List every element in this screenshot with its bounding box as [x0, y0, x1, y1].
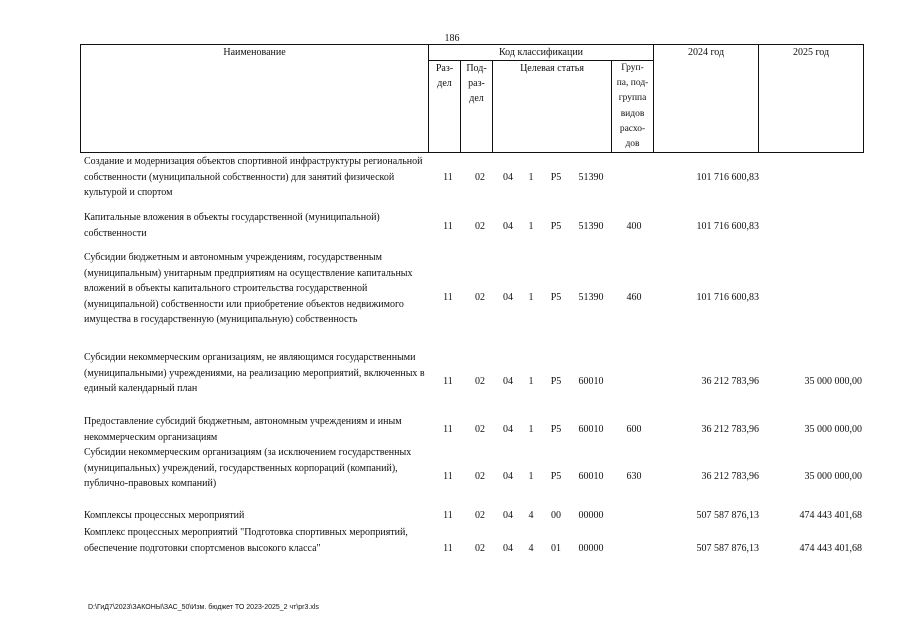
table-row	[0, 210, 904, 241]
cs-direction: 00000	[578, 510, 604, 521]
cs-program: 04	[503, 292, 513, 303]
table-row	[0, 414, 904, 445]
table-header	[80, 44, 864, 153]
cs-type: 4	[528, 543, 534, 554]
table-row	[0, 250, 904, 344]
amount-2024: 101 716 600,83	[696, 221, 759, 232]
cs-direction: 00000	[578, 543, 604, 554]
podrazdel: 02	[475, 424, 485, 435]
cs-type: 1	[528, 424, 534, 435]
row-name: Субсидии бюджетным и автономным учреждениям, государственным (муниципальным) унитарным предприятиям на осуществление капитальных вложений в объекты капитального строительства государственной (муниципальной) собственности или приобретение объектов недвижимого имущества в государственную (муниципальную) собственность	[84, 252, 413, 325]
cs-element: 00	[551, 510, 561, 521]
col-celevaya-header: Целевая статья	[493, 61, 612, 153]
cs-program: 04	[503, 424, 513, 435]
razdel: 11	[443, 172, 453, 183]
cs-type: 1	[528, 172, 534, 183]
razdel: 11	[443, 510, 453, 521]
razdel: 11	[443, 424, 453, 435]
file-path-footer: D:\ГиД7\2023\ЗАКОНЫ\ЗАС_50\Изм. бюджет ТО 2023-2025_2 чт\pr3.xls	[88, 604, 319, 611]
cs-element: 01	[551, 543, 561, 554]
razdel: 11	[443, 471, 453, 482]
cs-type: 1	[528, 471, 534, 482]
amount-2024: 36 212 783,96	[701, 376, 759, 387]
podrazdel: 02	[475, 510, 485, 521]
cs-program: 04	[503, 471, 513, 482]
amount-2024: 507 587 876,13	[696, 543, 759, 554]
row-name: Субсидии некоммерческим организациям, не являющимся государственными (муниципальными) учреждениями, на реализацию мероприятий, включенных в единый календарный план	[84, 352, 425, 394]
amount-2025: 35 000 000,00	[804, 471, 862, 482]
vr-code: 400	[626, 221, 642, 232]
cs-program: 04	[503, 172, 513, 183]
cs-program: 04	[503, 221, 513, 232]
col-code-header: Код классификации	[429, 45, 654, 61]
table-row	[0, 350, 904, 412]
cs-direction: 60010	[578, 424, 604, 435]
col-razdel-header: Раз- дел	[429, 61, 461, 153]
cs-direction: 51390	[578, 172, 604, 183]
vr-code: 600	[626, 424, 642, 435]
amount-2025: 474 443 401,68	[799, 510, 862, 521]
table-row	[0, 508, 904, 524]
page-number: 186	[444, 33, 460, 44]
podrazdel: 02	[475, 221, 485, 232]
col-podrazdel-header: Под- раз- дел	[461, 61, 493, 153]
vr-code: 630	[626, 471, 642, 482]
amount-2025: 35 000 000,00	[804, 376, 862, 387]
cs-element: P5	[550, 471, 562, 482]
podrazdel: 02	[475, 376, 485, 387]
podrazdel: 02	[475, 172, 485, 183]
cs-program: 04	[503, 543, 513, 554]
cs-element: P5	[550, 424, 562, 435]
row-name: Комплекс процессных мероприятий "Подготовка спортивных мероприятий, обеспечение подготовки спортсменов высокого класса"	[84, 527, 408, 554]
cs-type: 4	[528, 510, 534, 521]
cs-program: 04	[503, 376, 513, 387]
row-name: Создание и модернизация объектов спортивной инфраструктуры региональной собственности (муниципальной собственности) для занятий физической культурой и спортом	[84, 156, 423, 198]
razdel: 11	[443, 376, 453, 387]
amount-2024: 101 716 600,83	[696, 292, 759, 303]
cs-program: 04	[503, 510, 513, 521]
row-name: Предоставление субсидий бюджетным, автономным учреждениям и иным некоммерческим организациям	[84, 416, 402, 443]
cs-direction: 60010	[578, 376, 604, 387]
podrazdel: 02	[475, 292, 485, 303]
vr-code: 460	[626, 292, 642, 303]
cs-element: P5	[550, 376, 562, 387]
row-name: Комплексы процессных мероприятий	[84, 510, 245, 521]
col-2025-header: 2025 год	[759, 45, 864, 153]
amount-2024: 36 212 783,96	[701, 471, 759, 482]
col-2024-header: 2024 год	[654, 45, 759, 153]
col-name-header: Наименование	[81, 45, 429, 153]
cs-type: 1	[528, 292, 534, 303]
table-row	[0, 445, 904, 507]
table-row	[0, 154, 904, 201]
amount-2025: 474 443 401,68	[799, 543, 862, 554]
cs-type: 1	[528, 376, 534, 387]
col-vr-header: Груп- па, под- группа видов расхо- дов	[612, 61, 654, 153]
amount-2024: 36 212 783,96	[701, 424, 759, 435]
amount-2025: 35 000 000,00	[804, 424, 862, 435]
cs-direction: 51390	[578, 221, 604, 232]
amount-2024: 101 716 600,83	[696, 172, 759, 183]
podrazdel: 02	[475, 543, 485, 554]
cs-type: 1	[528, 221, 534, 232]
cs-element: P5	[550, 292, 562, 303]
cs-element: P5	[550, 172, 562, 183]
cs-direction: 60010	[578, 471, 604, 482]
table-row	[0, 525, 904, 572]
cs-element: P5	[550, 221, 562, 232]
cs-direction: 51390	[578, 292, 604, 303]
razdel: 11	[443, 543, 453, 554]
amount-2024: 507 587 876,13	[696, 510, 759, 521]
row-name: Капитальные вложения в объекты государственной (муниципальной) собственности	[84, 212, 380, 239]
razdel: 11	[443, 221, 453, 232]
row-name: Субсидии некоммерческим организациям (за исключением государственных (муниципальных) учреждений, государственных корпораций (компаний), публично-правовых компаний)	[84, 447, 412, 489]
razdel: 11	[443, 292, 453, 303]
podrazdel: 02	[475, 471, 485, 482]
